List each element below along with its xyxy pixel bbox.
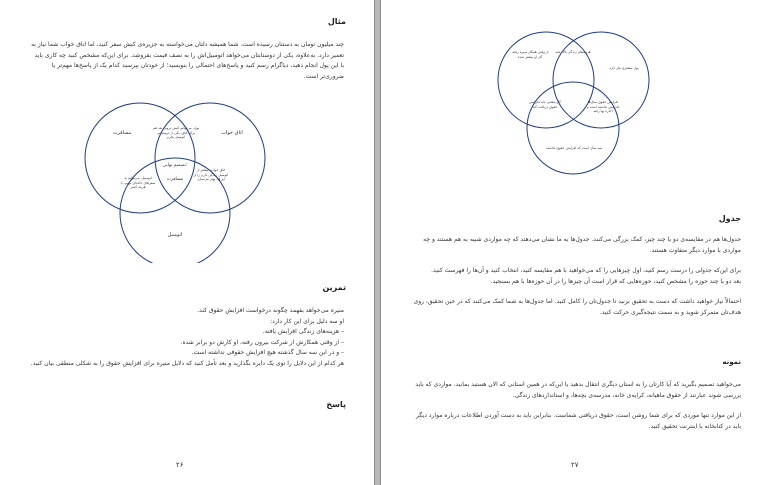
table-paragraph-1: جدول‌ها هم در مقایسه‌ی دو یا چند چیز، کمک بزرگی می‌کنند. جدول‌ها به ما نشان می‌دهند که چه مواردی شبیه به هم هستند و چه مواردی با موارد دیگر متفاوت هستند. (423, 236, 741, 254)
page-number-right: ۲۷ (571, 461, 579, 469)
venn-label-car: اتومبیل (167, 232, 183, 238)
venn-right-right-bottom: افزایش حقوق سال‌ها افزایش نداشته است و اجاره بها رفته (587, 100, 619, 114)
section-title-exercise: تمرین (322, 283, 346, 292)
exercise-closing: هر کدام از این دلایل را توی یک دایره بگذارید و بعد تأمل کنید که دلایل منیره برای افزایش حقوق را به شکلی منطقی بیان کنید. (30, 359, 344, 367)
venn-label-bedroom: اتاق خواب (221, 130, 243, 136)
exercise-reasons-list (30, 327, 344, 359)
venn-diagram-right (491, 28, 656, 178)
sample-paragraph-1: می‌خواهید تصمیم بگیرید که آیا کارتان را به استان دیگری انتقال بدهید یا این‌که در همین استانی که الان هستید بمانید. مواردی که باید بررسی شوند عبارتند از حقوق ماهیانه، کرایه‌ی خانه، مدرسه‌ی بچه‌ها، و استانداردهای زندگی. (415, 381, 741, 399)
sample-section-body (411, 380, 741, 432)
venn-overlap-right: اتاق خواب: بیشتر از اتومبیل زندگی دارم را از این‌ها، بهتر می‌سازد (193, 168, 229, 182)
exercise-reason: – هزینه‌های زندگی افزایش یافته. (262, 328, 344, 335)
table-paragraph-4: احتمالاً نیاز خواهید داشت که دست به تحقیق بزنید تا جدول‌تان را کامل کنید. اما جدول‌ها به شما کمک می‌کنند که در حین تحقیق، روی هدف‌تان متمرکز شوید و به سمت نتیجه‌گیری حرکت کنید. (413, 298, 741, 316)
right-page (380, 0, 768, 485)
example-text: چند میلیون تومان به دستتان رسیده است. شما همیشه دلتان می‌خواسته به جزیره‌ی کیش سفر کنید، اما اتاق خواب شما نیاز به تعمیر دارد. به‌علاوه، یکی از دوستانتان می‌خواهد اتومبیل‌اش را به نصف قیمت بفروشد. برای این‌که مشخص کنید چه کاری باید با این پول انجام دهید، دیاگرام رسم کنید و پاسخ‌های احتمالی را بنویسید؛ از خودتان بپرسید کدام یک از پاسخ‌ها مهم‌تر یا ضروری‌تر است. (31, 41, 344, 80)
venn-center-title: تصمیم نهایی: (162, 163, 188, 168)
page-number-left: ۲۶ (176, 461, 184, 469)
sample-paragraph-2: از این موارد تنها موردی که برای شما روشن است، حقوق دریافتی شماست. بنابراین باید به دست آوردن اطلاعات درباره موارد دیگر باید در کتابخانه یا اینترنت تحقیق کنید. (415, 412, 741, 430)
venn-right-top-left: از وقتی همکار منیره رفته، کار او بیشتر شده (511, 50, 549, 59)
table-section-body (411, 235, 741, 318)
exercise-reason: – از وقتی همکارش از شرکت بیرون رفته، او کارش دو برابر شده. (180, 338, 344, 346)
venn-diagram-left (80, 98, 270, 263)
section-title-sample: نمونه (722, 358, 741, 366)
section-title-example: مثال (327, 17, 346, 26)
venn-right-center: هزینه‌های زندگی بالا رفته (555, 50, 591, 54)
example-paragraph (30, 40, 344, 82)
venn-right-left-bottom: کار بیشتر، باید افزایش حقوق دریافت کند (529, 100, 561, 109)
table-paragraph-2: برای این‌که جدولی را درست رسم کنید، اول چیزهایی را که می‌خواهید با هم مقایسه کنید، انتخاب کنید و آن‌ها را فهرست کنید. (431, 267, 741, 274)
exercise-intro: منیره می‌خواهد بفهمد چگونه درخواست افزایش حقوق کند. (197, 307, 344, 314)
exercise-reason: – و در این سه سال گذشته هیچ افزایش حقوقی نداشته است. (191, 349, 344, 356)
venn-overlap-left: اتومبیل، می‌توانم به سفرهای جاده‌ای بروم، با هزینه کمتر (120, 176, 156, 190)
left-page (0, 0, 375, 485)
venn-center-word: مسافرت (166, 177, 184, 182)
table-paragraph-3: بعد دو یا چند حوزه را مشخص کنید، حوزه‌هایی که قرار است آن چیزها را در آن حوزه‌ها با هم بسنجید. (490, 277, 741, 285)
venn-label-travel: مسافرت (112, 130, 132, 136)
section-title-table: جدول (718, 214, 741, 223)
section-title-answer: پاسخ (326, 400, 346, 409)
venn-right-bottom: سه سال است که افزایش حقوق نداشته (545, 146, 603, 150)
venn-overlap-top: پول، می‌توانم کیش بروم، بعد هم برای اتاق، یکی از دوستانم، اتومبیل بخرم (152, 126, 200, 140)
exercise-lead: او سه دلیل برای این کار دارد: (270, 317, 344, 325)
exercise-block (30, 306, 344, 369)
venn-right-right: پول بیشتری نیاز دارد (609, 66, 639, 70)
